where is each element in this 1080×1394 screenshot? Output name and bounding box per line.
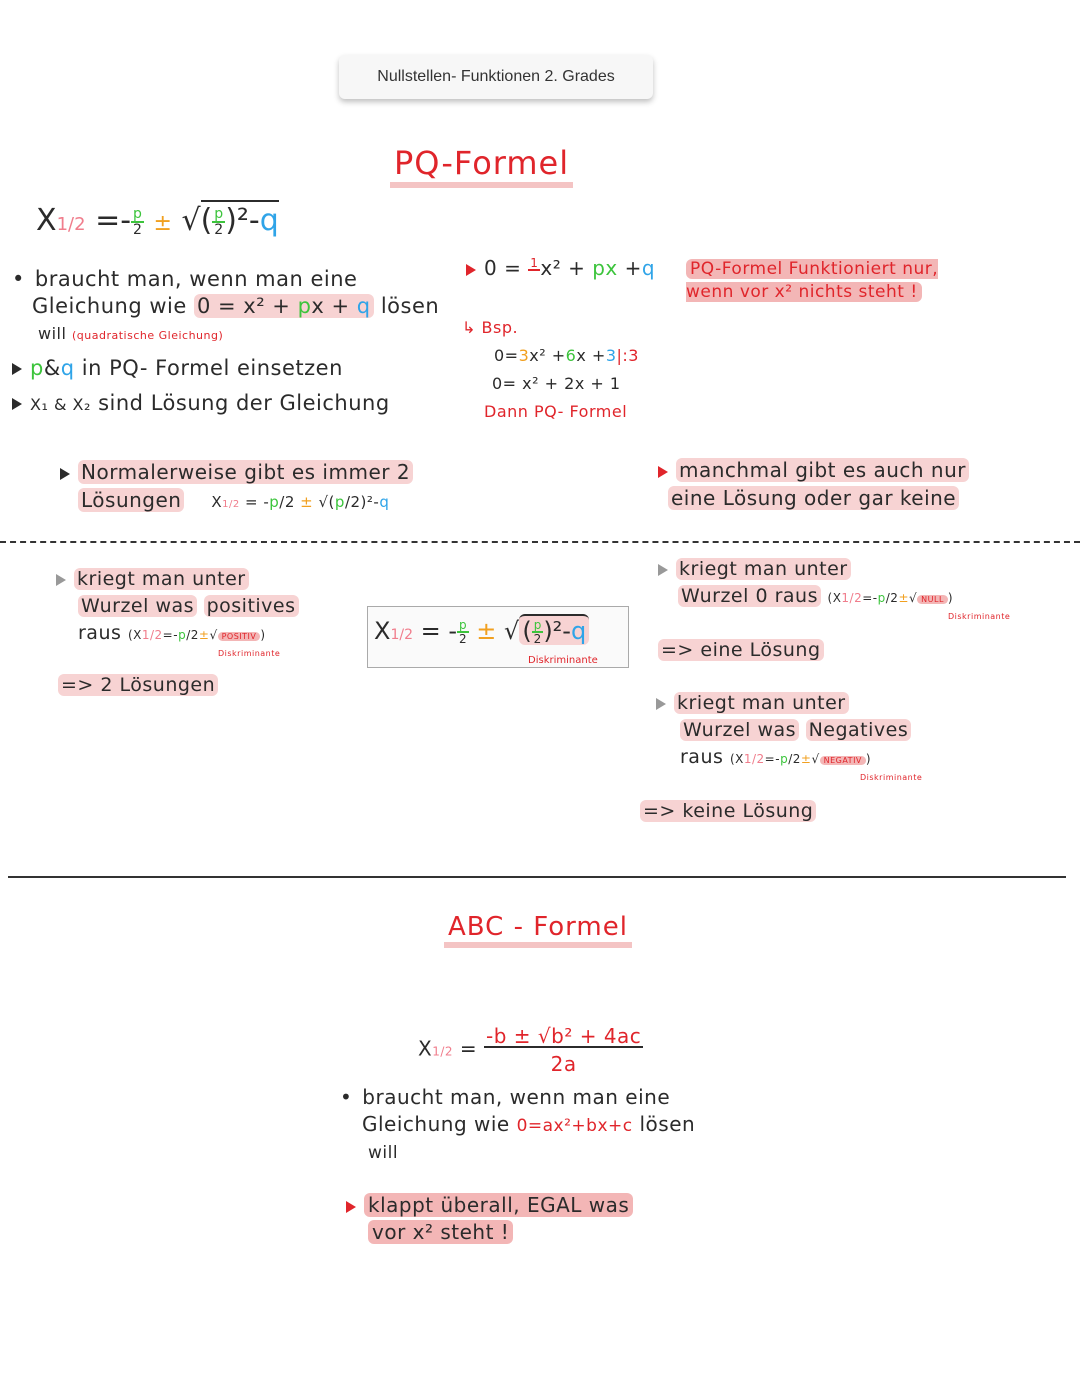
abc-bullet-2: klappt überall, EGAL was vor x² steht ! <box>346 1192 746 1246</box>
section-divider <box>8 876 1066 878</box>
abc-heading: ABC - Formel <box>444 912 632 942</box>
pq-bullets <box>12 266 462 418</box>
abc-formula: X1/2 = $\frac{\text{-b ± √b² + 4ac}}{2a}$ <box>418 1024 642 1076</box>
case-positive: kriegt man unter Wurzel was positives raus (X1/2=-p/2±√ POSITIV ) Diskriminante => 2 Lösungen <box>56 566 336 699</box>
bullet-when: • braucht man, wenn man eine <box>12 266 462 293</box>
bullet-will: will (quadratische Gleichung) <box>38 324 224 343</box>
bullet-solution: X₁ & X₂ sind Lösung der Gleichung <box>12 390 462 418</box>
case-negative: kriegt man unter Wurzel was Negatives raus (X1/2=-p/2±√ NEGATIV ) Diskriminante => keine Lösung <box>656 690 1036 825</box>
bullet-equation: Gleichung wie 0 = x² + px + q lösen <box>32 294 440 318</box>
pq-formula: X1/2 =- $\frac{p}{2}$ ± √( $\frac{p}{2}$ )²-q <box>36 203 279 238</box>
abc-bullet-1: • braucht man, wenn man eine Gleichung wie 0=ax²+bx+c lösen will <box>340 1084 800 1167</box>
sometimes-note: manchmal gibt es auch nur eine Lösung oder gar keine <box>658 456 1058 512</box>
normal-form: 0 = 1 x² + px +q <box>466 256 655 283</box>
pq-example: ↳ Bsp. 0=3x² +6x +3|:3 0= x² + 2x + 1 Dann PQ- Formel <box>462 318 639 421</box>
pq-heading: PQ-Formel <box>390 144 573 182</box>
bullet-pq-insert: p&q in PQ- Formel einsetzen <box>12 355 462 382</box>
normally-note: Normalerweise gibt es immer 2 Lösungen X1/2 = -p/2 ± √(p/2)²-q <box>60 458 460 519</box>
case-zero: kriegt man unter Wurzel 0 raus (X1/2=-p/2±√ NULL ) Diskriminante => eine Lösung <box>658 556 1038 664</box>
dashed-divider <box>0 541 1080 543</box>
pq-note: PQ-Formel Funktioniert nur, wenn vor x² nichts steht ! <box>686 259 939 302</box>
page-title: Nullstellen- Funktionen 2. Grades <box>339 55 653 99</box>
discriminant-formula: X1/2 = - $\frac{p}{2}$ ± √ ( $\frac{p}{2}$ )²-q Diskriminante <box>367 606 629 668</box>
